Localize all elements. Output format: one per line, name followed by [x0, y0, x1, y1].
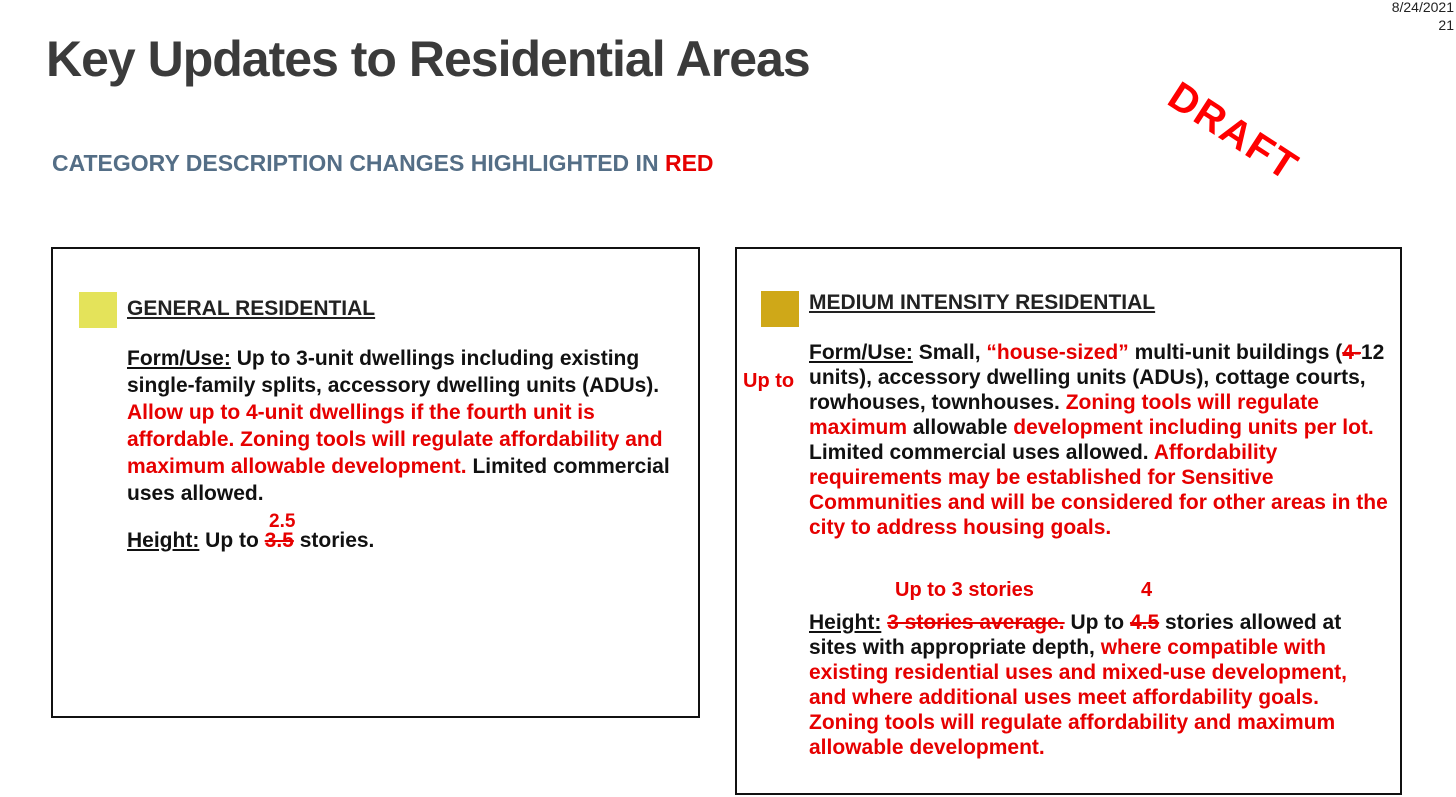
slide-date: 8/24/2021 [1391, 0, 1454, 15]
subtitle [52, 150, 714, 177]
form-use-added-house-sized: “house-sized” [986, 341, 1129, 364]
height-text-b: stories allowed at sites with appropriate depth, [809, 611, 1342, 659]
general-form-use [127, 345, 687, 507]
form-use-added-text: Allow up to 4-unit dwellings if the fourth unit is affordable. Zoning tools will regulate affordability and maximum allowable development. [127, 401, 663, 478]
form-use-deleted-units: 4- [1342, 341, 1361, 364]
general-residential-swatch [79, 292, 117, 328]
form-use-text-a: Small, [912, 341, 987, 364]
form-use-text-c: 12 units), accessory dwelling units (ADUs), cottage courts, rowhouses, townhouses. [809, 341, 1385, 414]
form-use-text: Up to 3-unit dwellings including existing single-family splits, accessory dwelling units (ADUs). [127, 347, 660, 397]
medium-form-use [809, 340, 1394, 540]
page-title: Key Updates to Residential Areas [46, 31, 810, 87]
height-text-a: Up to [1064, 611, 1130, 634]
draft-stamp: DRAFT [1160, 73, 1307, 190]
form-use-text-d: allowable [907, 416, 1014, 439]
form-use-text-b: multi-unit buildings ( [1128, 341, 1343, 364]
height-deleted-value: 3.5 [264, 529, 294, 552]
form-use-label: Form/Use: [809, 341, 913, 364]
form-use-added-text-1: Zoning tools will regulate maximum [809, 391, 1319, 439]
subtitle-text: CATEGORY DESCRIPTION CHANGES HIGHLIGHTED IN [52, 150, 659, 176]
form-use-text-e: Limited commercial uses allowed. [809, 441, 1154, 464]
form-use-added-text-3: Affordability requirements may be established for Sensitive Communities and will be considered for other areas in the city to address housing goals. [809, 441, 1388, 539]
general-residential-card [51, 247, 700, 718]
form-use-added-text-2: development including units per lot. [1013, 416, 1374, 439]
height-label: Height: [809, 611, 882, 634]
general-residential-heading: GENERAL RESIDENTIAL [127, 297, 376, 320]
general-height [127, 529, 374, 553]
subtitle-red-word: RED [664, 150, 714, 176]
height-inserted-3-stories: Up to 3 stories [895, 579, 1034, 601]
height-inserted-4: 4 [1141, 579, 1153, 601]
height-pre: Up to [199, 529, 265, 552]
medium-residential-heading: MEDIUM INTENSITY RESIDENTIAL [809, 291, 1156, 314]
height-post: stories. [293, 529, 375, 552]
medium-residential-card [735, 247, 1402, 795]
slide-number: 21 [1438, 17, 1454, 33]
medium-residential-swatch [761, 291, 799, 327]
height-deleted-value: 4.5 [1129, 611, 1160, 634]
medium-height [809, 610, 1389, 760]
slide-meta [1392, 0, 1454, 34]
form-use-text-end: Limited commercial uses allowed. [127, 455, 670, 505]
height-label: Height: [127, 529, 200, 552]
height-added-text: where compatible with existing residential uses and mixed-use development, and where additional uses meet affordability goals. Zoning tools will regulate affordability and maximum allowable development. [809, 636, 1348, 759]
height-deleted-average: 3 stories average. [887, 611, 1065, 634]
form-use-label: Form/Use: [127, 347, 231, 370]
height-inserted-value: 2.5 [269, 511, 296, 532]
form-use-inserted-upto: Up to [743, 370, 795, 392]
